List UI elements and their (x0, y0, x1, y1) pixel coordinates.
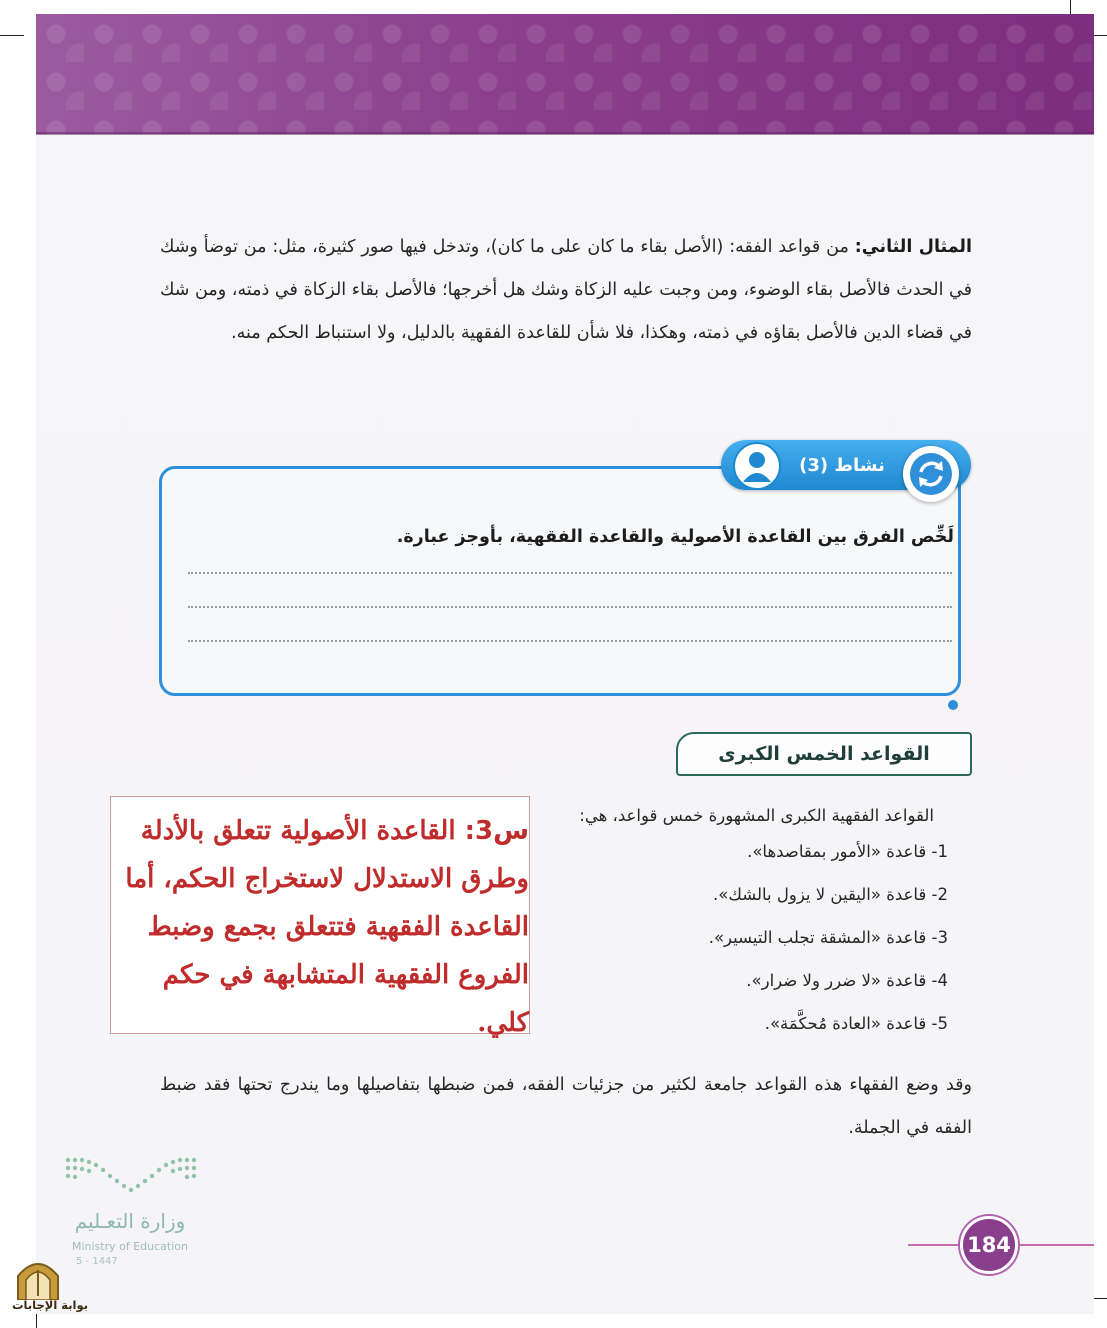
list-item: 1- قاعدة «الأمور بمقاصدها». (747, 842, 948, 861)
list-item: 3- قاعدة «المشقة تجلب التيسير». (708, 928, 948, 947)
banner-divider (36, 132, 1094, 135)
ministry-name-arabic: وزارة التعـليم (74, 1209, 186, 1233)
ministry-year: 5 - 1447 (76, 1256, 118, 1267)
refresh-icon (903, 446, 959, 502)
closing-paragraph: وقد وضع الفقهاء هذه القواعد جامعة لكثير من جزئيات الفقه، فمن ضبطها بتفاصيلها وما يندرج تحتها فقد ضبط الفقه في الجملة. (160, 1075, 972, 1138)
activity-question: لَخِّص الفرق بين القاعدة الأصولية والقاعدة الفقهية، بأوجز عبارة. (396, 527, 954, 547)
ministry-name-english: Ministry of Education (71, 1240, 188, 1253)
section-title: القواعد الخمس الكبرى (676, 732, 972, 776)
answer-line[interactable] (188, 572, 952, 574)
answers-gate-logo-icon (10, 1256, 66, 1300)
answer-line[interactable] (188, 640, 952, 642)
textbook-page (36, 14, 1094, 1314)
list-item: 5- قاعدة «العادة مُحكَّمَة». (764, 1014, 948, 1033)
example-lead: المثال الثاني: (854, 237, 972, 257)
decorative-header-banner (36, 14, 1094, 134)
list-item: 2- قاعدة «اليقين لا يزول بالشك». (713, 885, 948, 904)
ministry-logo-icon (64, 1156, 198, 1196)
section-intro: القواعد الفقهية الكبرى المشهورة خمس قواعد، هي: (579, 806, 934, 825)
crop-mark (1070, 0, 1071, 14)
answer-label: س3: (464, 816, 529, 846)
activity-label: نشاط (3) (799, 455, 885, 476)
crop-mark (0, 35, 24, 36)
example-text: من قواعد الفقه: (الأصل بقاء ما كان على ما كان)، وتدخل فيها صور كثيرة، مثل: من توضأ وشك في الحدث فالأصل بقاء الوضوء، ومن وجبت عليه الزكاة وشك هل أخرجها؛ فالأصل بقاء الزكاة في ذمته، ومن شك في قضاء الدين فالأصل بقاؤه في ذمته، وهكذا، فلا شأن للقاعدة الفقهية بالدليل، ولا استنباط الحكم منه. (160, 237, 972, 343)
answer-line[interactable] (188, 606, 952, 608)
answers-gate-label: بوابة الإجابات (11, 1298, 89, 1312)
answer-text: القاعدة الأصولية تتعلق بالأدلة وطرق الاستدلال لاستخراج الحكم، أما القاعدة الفقهية فتتعلق بجمع وضبط الفروع الفقهية المتشابهة في حكم كلي. (125, 816, 529, 1038)
person-icon (733, 442, 781, 490)
crop-mark (36, 1314, 37, 1328)
example-paragraph (160, 226, 972, 355)
box-end-dot (948, 700, 958, 710)
list-item: 4- قاعدة «لا ضرر ولا ضرار». (746, 971, 948, 990)
page-number: 184 (960, 1216, 1018, 1274)
answer-box (110, 796, 530, 1038)
activity-box (159, 466, 961, 696)
